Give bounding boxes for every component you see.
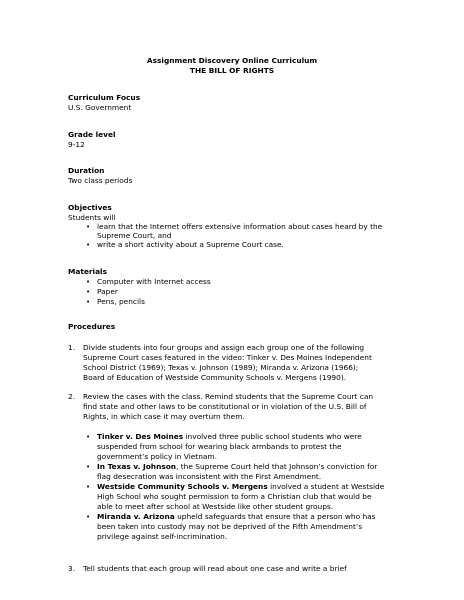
objective-item-1-line2: Supreme Court, and bbox=[97, 231, 172, 240]
bullet-icon: • bbox=[86, 433, 91, 441]
case-line: government’s policy in Vietnam. bbox=[97, 452, 217, 461]
document-title-line1: Assignment Discovery Online Curriculum bbox=[146, 56, 318, 65]
bullet-icon: • bbox=[86, 223, 91, 231]
procedure-step-1-number: 1. bbox=[68, 343, 76, 352]
case-line bbox=[97, 432, 362, 442]
procedure-step-3-number: 3. bbox=[68, 564, 76, 573]
objective-item-1-line1: learn that the Internet offers extensive information about cases heard by the bbox=[97, 222, 383, 231]
material-item: Paper bbox=[97, 287, 118, 296]
case-line bbox=[97, 462, 377, 472]
case-text: , the Supreme Court held that Johnson’s conviction for bbox=[176, 462, 378, 471]
case-line bbox=[97, 482, 384, 492]
procedure-step-1-line: Supreme Court cases featured in the video: Tinker v. Des Moines Independent bbox=[83, 353, 372, 362]
procedure-step-2-line: find state and other laws to be constitutional or in violation of the U.S. Bill of bbox=[83, 402, 367, 411]
bullet-icon: • bbox=[86, 288, 91, 296]
grade-level-value: 9-12 bbox=[68, 140, 85, 149]
case-line: suspended from school for wearing black armbands to protest the bbox=[97, 442, 342, 451]
objective-item-2: write a short activity about a Supreme Court case. bbox=[97, 240, 284, 249]
procedure-step-3-line: Tell students that each group will read about one case and write a brief bbox=[83, 564, 347, 573]
case-text: involved three public school students who were bbox=[183, 432, 362, 441]
bullet-icon: • bbox=[86, 298, 91, 306]
procedure-step-2-number: 2. bbox=[68, 392, 76, 401]
material-item: Pens, pencils bbox=[97, 297, 145, 306]
bullet-icon: • bbox=[86, 278, 91, 286]
procedure-step-1-line: Board of Education of Westside Community Schools v. Mergens (1990). bbox=[83, 373, 347, 382]
case-name-tinker: Tinker v. Des Moines bbox=[97, 432, 184, 441]
case-line: been taken into custody may not be deprived of the Fifth Amendment’s bbox=[97, 522, 363, 531]
duration-value: Two class periods bbox=[68, 176, 133, 185]
grade-level-heading: Grade level bbox=[68, 130, 116, 139]
bullet-icon: • bbox=[86, 483, 91, 491]
case-text: upheld safeguards that ensure that a person who has bbox=[174, 512, 376, 521]
case-line: privilege against self-incrimination. bbox=[97, 532, 228, 541]
materials-heading: Materials bbox=[68, 267, 107, 276]
case-line: flag desecration was inconsistent with the First Amendment. bbox=[97, 472, 322, 481]
material-item: Computer with Internet access bbox=[97, 277, 211, 286]
case-text: involved a student at Westside bbox=[267, 482, 385, 491]
curriculum-focus-value: U.S. Government bbox=[68, 103, 132, 112]
procedures-heading: Procedures bbox=[68, 322, 116, 331]
document-title-line2: THE BILL OF RIGHTS bbox=[189, 66, 275, 75]
bullet-icon: • bbox=[86, 463, 91, 471]
bullet-icon: • bbox=[86, 513, 91, 521]
objectives-intro: Students will bbox=[68, 213, 116, 222]
objectives-heading: Objectives bbox=[68, 203, 112, 212]
procedure-step-2-line: Rights, in which case it may overturn them. bbox=[83, 412, 245, 421]
case-name-westside: Westside Community Schools v. Mergens bbox=[97, 482, 268, 491]
case-name-texas: In Texas v. Johnson bbox=[97, 462, 177, 471]
case-line: High School who sought permission to form a Christian club that would be bbox=[97, 492, 372, 501]
duration-heading: Duration bbox=[68, 166, 105, 175]
case-name-miranda: Miranda v. Arizona bbox=[97, 512, 175, 521]
case-line: able to meet after school at Westside like other student groups. bbox=[97, 502, 334, 511]
procedure-step-1-line: School District (1969); Texas v. Johnson (1989); Miranda v. Arizona (1966); bbox=[83, 363, 359, 372]
case-line bbox=[97, 512, 376, 522]
procedure-step-2-line: Review the cases with the class. Remind students that the Supreme Court can bbox=[83, 392, 374, 401]
bullet-icon: • bbox=[86, 241, 91, 249]
curriculum-focus-heading: Curriculum Focus bbox=[68, 93, 141, 102]
procedure-step-1-line: Divide students into four groups and assign each group one of the following bbox=[83, 343, 365, 352]
